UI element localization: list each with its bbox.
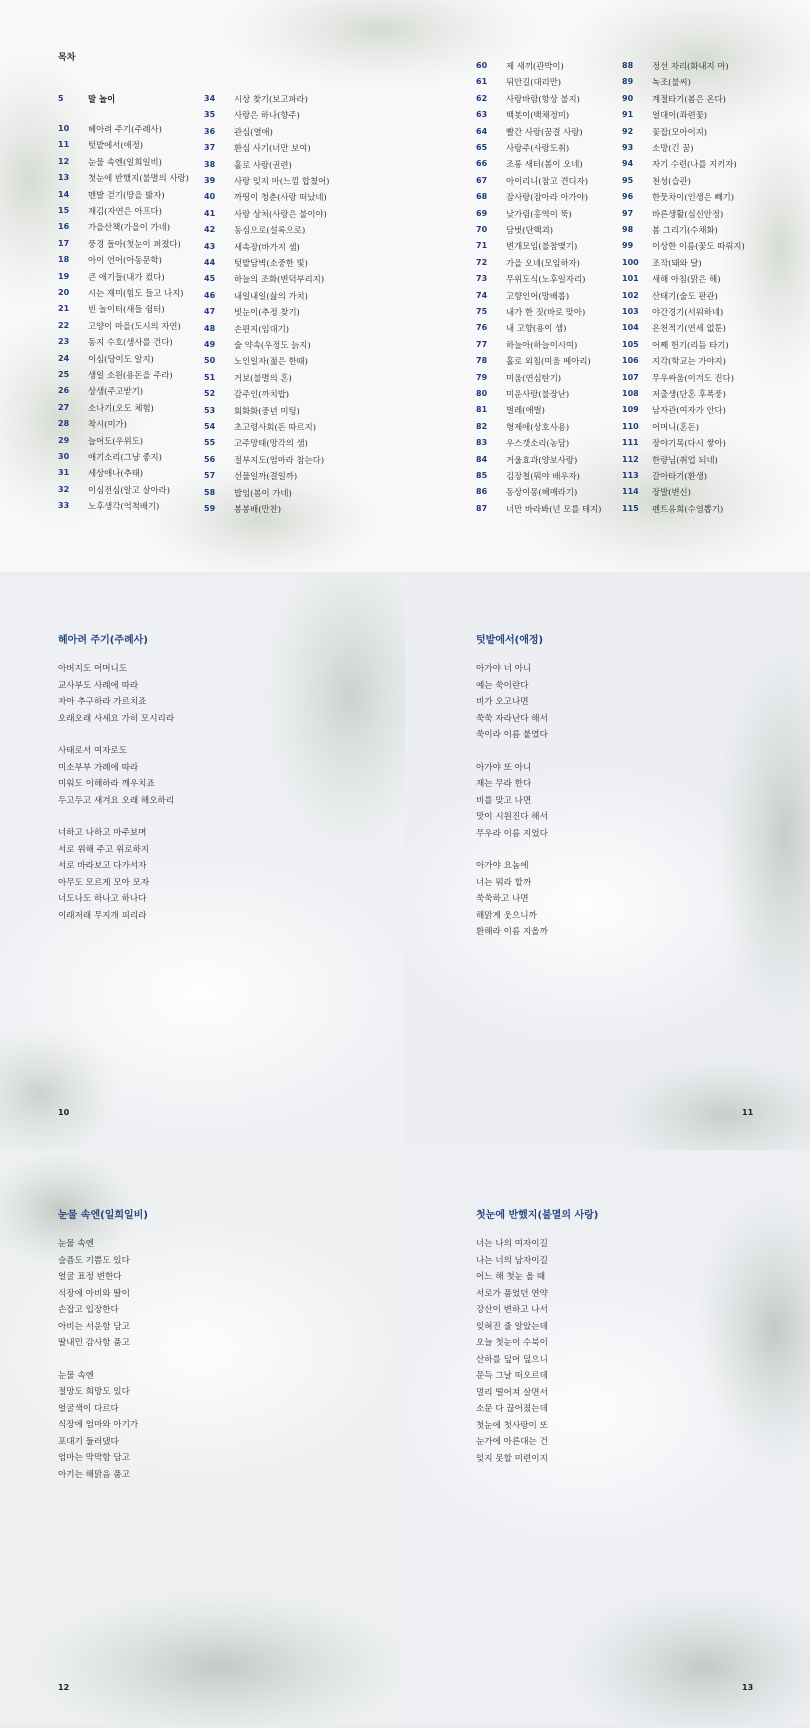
toc-entry-title: 이심전심(알고 살아라) [88,484,171,495]
toc-entry-title: 큰 애기들(내가 컸다) [88,271,165,282]
toc-page-number: 90 [622,93,634,103]
toc-entry-title: 손편지(임대기) [234,323,290,334]
toc-page-number: 93 [622,143,634,152]
poem-line: 멀리 떨어져 살면서 [476,1387,548,1398]
page-number: 10 [58,1108,70,1117]
poem-line: 미소부부 가례에 따라 [58,762,139,773]
sky-background [405,575,810,1150]
toc-entry-title: 조롱 새터(봄이 오네) [506,159,583,170]
poem-line: 이래저래 무지개 피리라 [58,910,147,921]
toc-page-number: 24 [58,353,70,363]
toc-entry-title: 노후생각(억척배기) [88,501,160,512]
toc-page-number: 26 [58,386,70,396]
toc-entry-title: 말 놀이 [88,94,116,104]
toc-page-number: 91 [622,110,634,120]
toc-entry-title: 선물일까(결일까) [234,471,298,482]
toc-entry-title: 세상애나(추태) [88,468,144,479]
toc-page-number: 78 [476,356,488,366]
toc-entry-title: 생일 소원(용돈을 주라) [88,370,173,380]
toc-page-number: 103 [622,307,639,316]
poem-line: 쑥이라 이름 붙였다 [476,730,548,740]
poem-stanza [58,661,174,727]
toc-entry-title: 빈 놀이터(새들 쉼터) [88,304,165,315]
toc-entry-title: 어째 헌기(리듬 타기) [652,339,729,350]
toc-page-number: 10 [58,124,70,133]
toc-page-number: 35 [204,110,216,120]
toc-entry-title: 변개모임(불참맺기) [506,241,578,252]
toc-entry-title: 하늘의 조화(변덕부리지) [234,274,325,285]
toc-entry-title: 절부지도(엄마라 참는다) [234,454,325,465]
toc-page-number: 57 [204,471,216,481]
toc-page-number: 28 [58,419,70,429]
toc-page-number: 19 [58,271,70,281]
poem-line: 사태로서 여자로도 [58,746,128,756]
toc-page-number: 92 [622,126,634,136]
toc-entry-title: 관심(열애) [234,126,273,137]
poem-line: 눈물 속엔 [58,1239,94,1249]
toc-entry-title: 김장철(뭐야 배우자) [506,471,580,481]
poem-line: 너는 뭐라 할까 [476,877,532,888]
toc-entry-title: 녹조(불씨) [652,77,691,88]
toc-heading: 목차 [58,53,76,63]
toc-page-number: 39 [204,176,216,185]
poem-stanza [58,825,149,924]
toc-page-number: 109 [622,405,639,415]
toc-entry-title: 정선 자리(화내지 마) [652,61,729,71]
toc-page-number: 62 [476,93,488,103]
toc-entry-title: 새해 아침(맑은 해) [652,274,721,285]
toc-entry-title: 홀로 외침(미움 메아리) [506,356,591,367]
toc-entry-title: 한뭇차이(인생은 빼기) [652,192,735,203]
toc-entry-title: 소망(긴 꿈) [652,143,694,153]
toc-entry-title: 풍경 돌아(첫눈이 퍼졌다) [88,238,181,249]
poem-line: 서로가 품었던 연약 [476,1288,548,1299]
poem-line: 아버지도 어머니도 [58,664,128,674]
poem-title: 헤아려 주기(주례사) [58,635,148,646]
toc-entry-title: 내일내일(삶의 가치) [234,290,308,301]
toc-entry-title: 장발(변신) [652,487,691,498]
toc-entry-title: 우스갯소리(농담) [506,438,570,449]
toc-page-number: 104 [622,323,639,333]
toc-entry-title: 이상한 이름(꽃도 따뤄지) [652,241,745,252]
toc-entry-title: 낮가림(홍역이 뚝) [506,208,572,219]
poem-line: 어느 해 첫눈 올 때 [476,1272,546,1282]
toc-page-number: 25 [58,370,70,379]
poem-line: 해맑게 웃으니까 [476,910,537,921]
toc-entry-title: 사랑주(사랑도취) [506,143,570,153]
toc-page-number: 51 [204,372,216,382]
poem-line: 자아 추구하라 가르치죠 [58,697,147,707]
toc-page-number: 76 [476,323,488,333]
toc-page-number: 21 [58,304,70,314]
toc-entry-title: 감주인(까치밥) [234,389,290,400]
toc-page-number: 71 [476,241,488,251]
toc-page-number: 11 [58,140,70,150]
toc-entry-title: 담벗(단핵괴) [506,225,553,235]
toc-entry-title: 어머니(혼돈) [652,421,699,432]
poem-line: 아무도 모르게 모아 모자 [58,877,150,888]
poem-line: 아비는 서운함 담고 [58,1321,130,1332]
poem-line: 서로 바라보고 다가서자 [58,861,147,871]
toc-entry-title: 상생(주고받기) [88,386,144,397]
toc-page-number: 16 [58,222,70,232]
toc-page-number: 65 [476,143,488,152]
toc-entry-title: 백봇이(백채정미) [506,110,570,121]
poem-line: 눈물 속엔 [58,1370,94,1381]
poem-line: 맛이 시원진다 해서 [476,812,548,822]
poem-stanza [58,1368,138,1484]
poem-line: 아가야 또 아니 [476,762,532,773]
toc-page-number: 108 [622,389,639,398]
toc-page-number: 101 [622,274,639,284]
toc-page-number: 27 [58,402,70,412]
poem-line: 문득 그날 떠오르데 [476,1371,548,1381]
toc-entry-title: 이심(당이도 알지) [88,353,154,364]
toc-entry-title: 지각(학교는 가야지) [652,356,726,367]
toc-page-number: 49 [204,340,216,349]
toc-entry-title: 봉봉배(만찬) [234,504,281,514]
toc-page-number: 82 [476,421,488,431]
poem-line: 강산이 변하고 나서 [476,1305,548,1315]
poem-line: 아가야 요놈에 [476,861,529,871]
page-number: 13 [742,1683,754,1692]
toc-entry-title: 사랑은 하나(향주) [234,110,300,121]
toc-entry-title: 사랑바람(항상 불지) [506,93,580,104]
toc-page-number: 54 [204,422,216,431]
poem-stanza [476,1236,548,1467]
toc-page-number: 79 [476,372,488,382]
toc-page-number: 23 [58,337,70,347]
toc-page-number: 68 [476,192,488,202]
poem-line: 얼굴 표정 변한다 [58,1272,122,1282]
poem-line: 슬픔도 기쁨도 있다 [58,1255,130,1266]
poem-line: 무우라 이름 지었다 [476,828,548,839]
toc-page-number: 114 [622,487,639,497]
toc-page-number: 55 [204,438,216,448]
toc-page-number: 40 [204,192,216,202]
toc-page-number: 36 [204,126,216,136]
toc-page-number: 115 [622,503,639,513]
toc-page-number: 69 [476,208,488,218]
toc-entry-title: 갈아타기(환생) [652,471,708,481]
poem-line: 재는 무라 한다 [476,779,532,789]
poem-line: 너도나도 하나고 하나다 [58,894,147,904]
toc-page-number: 52 [204,389,216,399]
poem-page-10 [0,575,405,1150]
poem-line: 너는 나의 여자이길 [476,1239,548,1249]
toc-entry-title: 홀로 사랑(권련) [234,159,292,170]
toc-entry-title: 계절타기(봄은 온다) [652,93,726,104]
toc-entry-title: 장야기목(다시 쌓아) [652,438,726,449]
toc-entry-title: 눈물 속엔(일희일비) [88,156,162,167]
toc-page-number: 111 [622,438,639,448]
toc-entry-title: 노인일자(젊은 한때) [234,356,308,367]
toc-page-number: 80 [476,389,488,398]
poem-line: 소문 다 끊어졌는데 [476,1404,548,1414]
toc-entry-title: 술 약속(우정도 늙지) [234,340,311,350]
toc-page-number: 86 [476,487,488,497]
poem-line: 오늘 첫눈이 수북이 [476,1338,548,1348]
poem-line: 아가야 너 아니 [476,664,532,674]
toc-entry-title: 온천적기(연세 없툰) [652,323,726,334]
poem-line: 포대기 둘러댔다 [58,1436,119,1447]
toc-page-number: 70 [476,225,488,234]
toc-entry-title: 소나기(오도 체험) [88,402,154,413]
poem-line: 서로 위해 주고 위로하지 [58,844,150,855]
toc-entry-title: 얼대이(좌련꽃) [652,110,708,121]
toc-entry-title: 산태기(술도 판관) [652,290,718,301]
toc-page-number: 73 [476,274,488,284]
toc-entry-title: 사랑 잊지 마(느낌 합쳤어) [234,176,330,186]
poem-line: 교사부도 사례에 따라 [58,680,139,691]
toc-page-number: 30 [58,452,70,461]
toc-entry-title: 제 새끼(관박이) [506,61,564,71]
toc-page-number: 33 [58,501,70,511]
toc-entry-title: 미움(연심탄기) [506,372,562,383]
toc-entry-title: 꽃잡(모아이지) [652,126,708,137]
poem-line: 쑥쑥하고 나면 [476,894,529,904]
poem-stanza [58,743,174,809]
toc-entry-title: 남자관(여자가 안다) [652,405,726,416]
toc-page-number: 66 [476,159,488,169]
toc-entry-title: 천성(습관) [652,175,691,186]
toc-page-number: 47 [204,307,216,317]
poem-line: 절망도 희망도 있다 [58,1387,130,1397]
toc-entry-title: 거보(불멸의 혼) [234,372,292,383]
toc-entry-title: 하늘아(하늘이시여) [506,339,578,350]
toc-entry-title: 벌레(애벌) [506,405,545,416]
toc-entry-title: 고양이 마을(도시의 자연) [88,320,181,331]
toc-page-number: 14 [58,189,70,199]
poem-line: 손잡고 입장한다 [58,1305,119,1315]
toc-entry-title: 바른생활(심신안정) [652,208,724,219]
toc-entry-title: 봄 그리기(수채화) [652,225,718,235]
toc-page-number: 97 [622,208,634,218]
toc-page-number: 98 [622,225,634,234]
poem-title: 눈물 속엔(일희일비) [58,1210,148,1221]
toc-page-number: 88 [622,61,634,70]
toc-page-number: 60 [476,61,488,70]
toc-entry-title: 저출생(단혼 후폭풍) [652,389,726,399]
toc-entry-title: 거울효과(양보사랑) [506,454,578,465]
poem-line: 식장에 아비와 딸이 [58,1288,130,1299]
toc-page-number: 29 [58,435,70,445]
poem-line: 잊혀진 줄 알았는데 [476,1321,548,1332]
toc-entry-title: 텃밭담벽(소중한 빛) [234,258,308,268]
poem-line: 나는 너의 남자이길 [476,1255,548,1266]
toc-entry-title: 시는 재미(힘도 들고 나지) [88,288,184,298]
toc-page-number: 61 [476,77,488,87]
toc-entry-title: 한량님(취업 되네) [652,454,718,465]
toc-entry-title: 동지 수호(생사를 건다) [88,337,173,348]
toc-page-number: 84 [476,454,488,464]
toc-entry-title: 잠사랑(잠아라 아가야) [506,192,589,203]
poem-stanza [476,760,548,843]
toc-page-number: 45 [204,274,216,284]
toc-entry-title: 아이 언어(아동문학) [88,255,162,266]
poem-line: 잊지 못할 미련이지 [476,1453,548,1464]
toc-page-number: 53 [204,405,216,415]
toc-page-number: 99 [622,241,634,251]
toc-page-number: 32 [58,484,70,494]
toc-page-number: 18 [58,255,70,265]
toc-page-number: 72 [476,257,488,267]
toc-entry-title: 고향인어(망배롭) [506,290,570,301]
toc-entry-title: 초고령사회(돈 따르지) [234,422,317,432]
toc-entry-title: 형제애(상호사용) [506,421,570,432]
toc-entry-title: 가을산책(가을이 가네) [88,222,171,233]
poem-line: 너하고 나하고 마주보며 [58,828,147,838]
toc-entry-title: 미운사랑(불장난) [506,389,570,399]
toc-entry-title: 펜트유희(수염뽑기) [652,503,724,514]
poem-line: 쑥쑥 자라난다 해서 [476,713,548,724]
toc-page-number: 50 [204,356,216,366]
toc-page-number: 15 [58,206,70,215]
poem-page-13 [405,1150,810,1725]
toc-entry-title: 내가 한 짓(바로 맞아) [506,307,586,317]
toc-page-number: 34 [204,94,216,103]
poem-line: 식장에 엄마와 아기가 [58,1420,139,1430]
toc-page-number: 44 [204,258,216,267]
toc-entry-title: 애기소리(그냥 좋지) [88,452,162,462]
toc-page-number: 106 [622,356,639,366]
poem-page-12 [0,1150,405,1725]
page-number: 12 [58,1683,70,1692]
poem-line: 엄마는 막막함 담고 [58,1453,130,1463]
toc-entry-title: 사랑 상처(사랑은 불이야) [234,208,327,219]
toc-page-number: 112 [622,454,639,464]
toc-page-number: 87 [476,503,488,513]
toc-page-number: 46 [204,290,216,300]
toc-page-number: 22 [58,320,70,330]
toc-entry-title: 내 고향(용이 샘) [506,323,567,334]
toc-page-number: 77 [476,339,488,349]
toc-page-number: 12 [58,156,70,166]
toc-entry-title: 첫눈에 반했지(불멸의 사랑) [88,173,189,184]
toc-page-number: 113 [622,471,639,480]
toc-entry-title: 텃밭에서(애정) [88,140,144,151]
toc-page-number: 81 [476,405,488,415]
toc-page-number: 67 [476,175,488,185]
poem-line: 첫눈에 첫사랑이 또 [476,1420,548,1431]
toc-entry-title: 조작(돼와 달) [652,257,702,268]
toc-entry-title: 뒤안길(대리만) [506,77,562,88]
sky-background [405,1150,810,1725]
toc-entry-title: 늘어도(우위도) [88,435,144,446]
toc-entry-title: 무위도식(노후일자리) [506,274,586,285]
toc-page-number: 58 [204,487,216,497]
toc-page-number: 94 [622,159,634,169]
toc-entry-title: 맨발 걷기(땅을 밟자) [88,189,165,200]
toc-page-number: 56 [204,454,216,464]
poem-line: 미워도 이해하라 깨우치죠 [58,779,155,789]
toc-entry-title: 착시(미가) [88,419,127,430]
toc-page-number: 75 [476,307,488,316]
toc-page-number: 5 [58,94,64,103]
toc-entry-title: 재김(자연은 아프다) [88,206,162,216]
toc-entry-title: 빗눈이(추정 찾기) [234,307,300,318]
toc-page-number: 85 [476,471,488,480]
poem-page-11 [405,575,810,1150]
toc-page-number: 110 [622,421,639,431]
toc-page-number: 37 [204,143,216,153]
poem-stanza [476,858,548,941]
toc-entry-title: 헤아려 주기(주례사) [88,124,162,134]
poem-stanza [58,1236,130,1352]
toc-page-number: 83 [476,438,488,448]
poem-line: 눈가에 아른대는 건 [476,1437,548,1447]
toc-entry-title: 밥임(봄이 가네) [234,487,292,498]
toc-entry-title: 아이리니(참고 견디자) [506,175,589,186]
toc-page-number: 41 [204,208,216,218]
toc-entry-title: 환심 사기(너만 보여) [234,143,311,154]
toc-page-number: 20 [58,288,70,297]
toc-entry-title: 야간경기(서워하네) [652,307,724,317]
toc-page-number: 31 [58,468,70,478]
toc-entry-title: 동심으로(설록으로) [234,225,306,236]
toc-entry-title: 까띵이 청춘(사랑 떠났네) [234,192,327,203]
toc-entry-title: 회화화(중년 미팅) [234,405,300,416]
poem-stanza [476,661,548,744]
poem-line: 산하를 덮어 덮으니 [476,1354,548,1365]
toc-entry-title: 시상 찾기(보고파라) [234,94,308,104]
toc-entry-title: 빨간 사랑(꿈결 사랑) [506,126,583,137]
poem-line: 아기는 해맑음 품고 [58,1469,130,1480]
poem-line: 얼굴색이 다르다 [58,1403,119,1414]
toc-entry-title: 세속장(바가지 셈) [234,241,300,252]
poem-line: 비가 오고나면 [476,697,529,707]
toc-page-number: 100 [622,257,639,267]
toc-page-number: 38 [204,159,216,169]
poem-line: 두고두고 새겨요 오래 해오하리 [58,795,175,806]
poem-line: 예는 쑥이란다 [476,680,529,691]
toc-entry-title: 무우싸움(이겨도 진다) [652,372,735,383]
toc-page-number: 42 [204,225,216,235]
toc-page-number: 107 [622,372,639,382]
poem-title: 텃밭에서(애정) [476,635,544,646]
toc-page-number: 64 [476,126,488,136]
poem-line: 비를 맞고 나면 [476,795,532,806]
toc-page-number: 96 [622,192,634,202]
toc-page-number: 17 [58,238,70,248]
toc-page-number: 102 [622,290,639,300]
toc-entry-title: 동상이몽(헤매라기) [506,487,578,498]
toc-entry-title: 가을 오네(모임하자) [506,257,580,268]
poem-title: 첫눈에 반했지(불멸의 사랑) [476,1210,599,1221]
toc-page-number: 95 [622,175,634,185]
poem-line: 오래오래 사세요 가히 모시리라 [58,713,175,724]
poem-line: 딸내민 감사함 품고 [58,1338,130,1348]
toc-page-number: 89 [622,77,634,87]
toc-page-number: 105 [622,339,639,349]
toc-page-number: 74 [476,290,488,300]
toc-page-number: 59 [204,504,216,513]
toc-spread [0,0,810,572]
toc-entry-title: 자기 수련(나를 지키자) [652,159,737,170]
page-number: 11 [742,1108,754,1117]
toc-page-number: 43 [204,241,216,251]
toc-page-number: 48 [204,323,216,333]
poem-line: 환해라 이름 지올까 [476,927,548,937]
toc-page-number: 63 [476,110,488,120]
toc-page-number: 13 [58,173,70,183]
toc-entry-title: 고주망태(망각의 샘) [234,438,308,449]
toc-entry-title: 너만 바라봐(넌 모를 테지) [506,503,602,514]
